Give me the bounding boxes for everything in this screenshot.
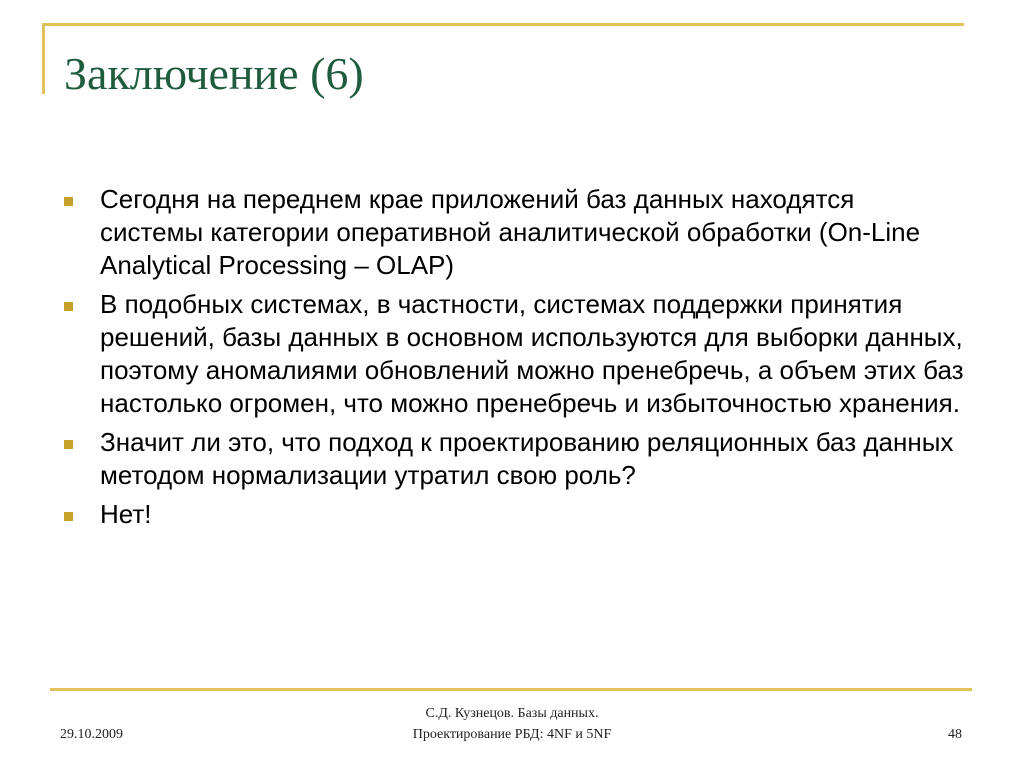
page-number: 48 bbox=[948, 727, 962, 742]
bullet-text: Нет! bbox=[100, 499, 152, 529]
bullet-item bbox=[64, 183, 964, 282]
bullet-item bbox=[64, 288, 964, 420]
square-bullet-icon bbox=[64, 197, 73, 206]
bullet-item bbox=[64, 426, 964, 492]
footer-caption-line1: С.Д. Кузнецов. Базы данных. bbox=[425, 706, 599, 721]
footer-divider bbox=[50, 688, 972, 691]
bullet-text: Сегодня на переднем крае приложений баз данных находятся системы категории оперативной аналитической обработки (On-Line Analytical Processing – OLAP) bbox=[100, 184, 921, 280]
bullet-item bbox=[64, 498, 964, 531]
footer-caption bbox=[312, 703, 712, 745]
square-bullet-icon bbox=[64, 302, 73, 311]
slide-title: Заключение (6) bbox=[64, 48, 364, 99]
square-bullet-icon bbox=[64, 512, 73, 521]
frame-top-line bbox=[42, 23, 964, 26]
bullet-text: В подобных системах, в частности, системах поддержки принятия решений, базы данных в основном используются для выборки данных, поэтому аномалиями обновлений можно пренебречь, а объем этих баз настолько огромен, что можно пренебречь и избыточностью хранения. bbox=[100, 289, 964, 418]
bullet-list bbox=[64, 183, 964, 537]
bullet-text: Значит ли это, что подход к проектированию реляционных баз данных методом нормализации утратил свою роль? bbox=[100, 427, 954, 490]
square-bullet-icon bbox=[64, 440, 73, 449]
footer-date: 29.10.2009 bbox=[60, 727, 123, 742]
footer-caption-line2: Проектирование РБД: 4NF и 5NF bbox=[412, 727, 612, 742]
frame-left-line bbox=[42, 23, 45, 94]
